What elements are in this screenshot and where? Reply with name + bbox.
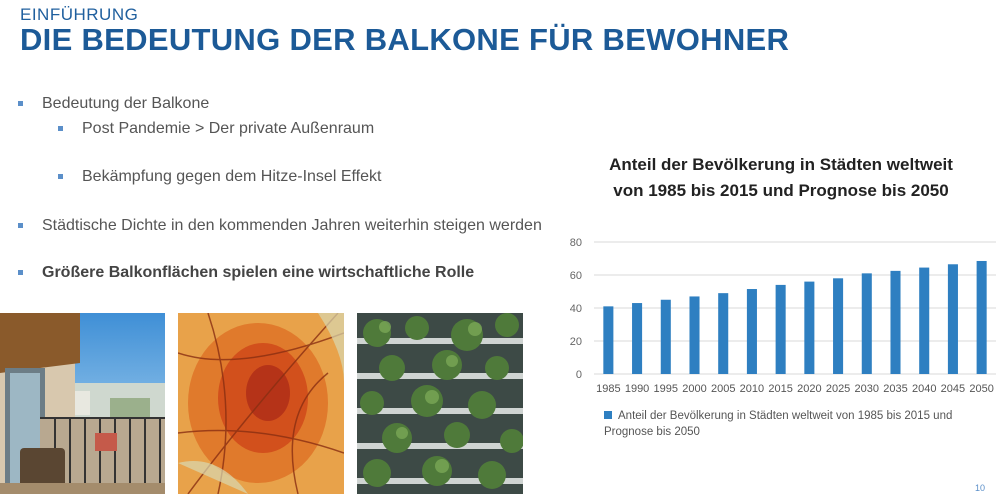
y-tick-label: 40 [569,303,582,315]
slide-kicker: EINFÜHRUNG [20,5,139,24]
bar [661,300,671,374]
bar [776,285,786,374]
green-facade-photo [357,313,523,494]
chart-title: Anteil der Bevölkerung in Städten weltweit von 1985 bis 2015 und Prognose bis 2050 [609,155,953,200]
heat-island-map [178,313,344,494]
bar [948,264,958,374]
legend-swatch [604,411,612,419]
bullet-marker [18,223,23,228]
bullet-item [42,264,474,282]
x-tick-label: 1990 [624,383,650,395]
bar-chart [560,232,1000,402]
bullet-marker [58,126,63,131]
bullet-text: Bedeutung der Balkone [42,95,210,112]
x-tick-label: 2025 [825,383,851,395]
bullet-item [42,217,542,235]
bar [603,306,613,374]
x-tick-label: 1985 [596,383,621,395]
bar [689,296,699,374]
x-tick-label: 2000 [682,383,707,395]
balcony-illustration [0,313,165,494]
bullet-text: Post Pandemie > Der private Außenraum [82,120,375,137]
bullet-marker [18,101,23,106]
bar [977,261,987,374]
bar [804,282,814,374]
x-tick-label: 2020 [797,383,822,395]
bar [747,289,757,374]
bullet-marker [18,270,23,275]
heat-map-illustration [178,313,344,494]
bullet-text: Bekämpfung gegen dem Hitze-Insel Effekt [82,168,382,185]
bullet-item [82,168,381,186]
x-tick-label: 2015 [768,383,793,395]
bullet-marker [58,174,63,179]
bar [632,303,642,374]
bar [890,271,900,374]
x-tick-label: 2035 [883,383,908,395]
x-tick-label: 2040 [911,383,937,395]
legend-label: Anteil der Bevölkerung in Städten weltweit von 1985 bis 2015 und Prognose bis 2050 [604,410,953,438]
y-tick-label: 60 [569,270,582,282]
page-number: 10 [974,483,985,493]
bar [862,273,872,374]
x-tick-label: 2030 [854,383,880,395]
bar [919,268,929,374]
bullet-list [0,0,600,300]
slide-title: DIE BEDEUTUNG DER BALKONE FÜR BEWOHNER [20,22,790,57]
y-tick-label: 0 [575,369,582,381]
x-tick-label: 1995 [653,383,679,395]
chart-legend [604,408,984,440]
bullet-text: Größere Balkonflächen spielen eine wirtschaftliche Rolle [42,264,475,281]
bar [718,293,728,374]
bullet-text: Städtische Dichte in den kommenden Jahren weiterhin steigen werden [42,217,542,234]
bar [833,278,843,374]
balcony-photo [0,313,165,494]
bullet-item [82,120,374,138]
y-tick-label: 20 [569,336,582,348]
x-tick-label: 2050 [969,383,994,395]
x-tick-label: 2045 [940,383,966,395]
green-facade-illustration [357,313,523,494]
x-tick-label: 2005 [710,383,736,395]
y-tick-label: 80 [569,237,582,249]
x-tick-label: 2010 [739,383,765,395]
bullet-item [42,95,209,113]
